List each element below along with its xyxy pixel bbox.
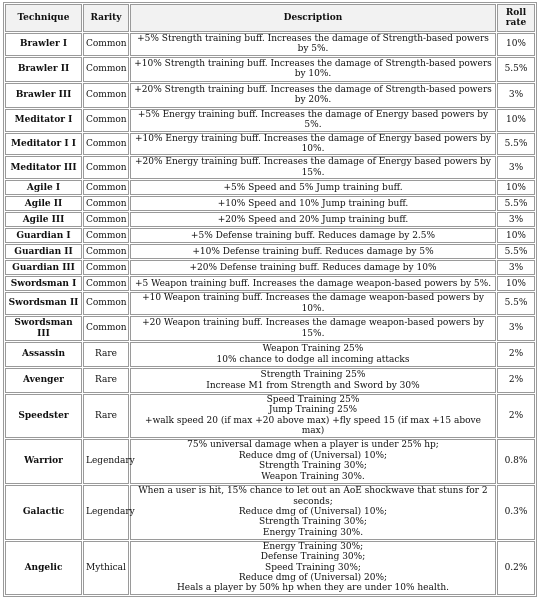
description-line: Increase M1 from Strength and Sword by 30%	[206, 380, 420, 391]
roll-rate-cell: 10%	[497, 33, 535, 56]
rarity-cell: Legendary	[83, 485, 129, 540]
description-line: +walk speed 20 (if max +20 above max) +fly speed 15 (if max +15 above max)	[145, 415, 481, 437]
techniques-table	[3, 2, 537, 597]
technique-cell: Angelic	[5, 541, 82, 595]
description-line: Speed Training 25%	[266, 395, 360, 406]
rarity-cell: Common	[83, 212, 129, 227]
description-line: Energy Training 30%.	[262, 527, 364, 538]
description-line: Defense Training 30%;	[260, 552, 366, 563]
rarity-cell: Common	[83, 316, 129, 341]
description-line: Reduce dmg of (Universal) 10%;	[238, 506, 388, 517]
description-cell	[130, 485, 496, 540]
description-line: +20% Strength training buff. Increases the damage of Strength-based powers by 20%.	[134, 84, 492, 106]
description-line: Weapon Training 30%.	[261, 471, 365, 482]
description-cell	[130, 541, 496, 595]
technique-cell: Meditator III	[5, 156, 82, 179]
table-row	[5, 212, 535, 227]
technique-cell: Meditator I	[5, 109, 82, 132]
description-cell	[130, 180, 496, 195]
header-rarity: Rarity	[83, 4, 129, 32]
table-row	[5, 33, 535, 56]
table-row	[5, 83, 535, 108]
technique-cell: Brawler I	[5, 33, 82, 56]
description-line: +20 Weapon training buff. Increases the damage weapon-based powers by 15%.	[142, 318, 484, 339]
description-line: Energy Training 30%;	[262, 541, 364, 552]
description-cell	[130, 260, 496, 275]
roll-rate-cell: 5.5%	[497, 57, 535, 82]
technique-cell: Agile II	[5, 196, 82, 211]
description-cell	[130, 196, 496, 211]
rarity-cell: Common	[83, 244, 129, 259]
description-line: Heals a player by 50% hp when they are under 10% health.	[176, 583, 450, 594]
technique-cell: Swordsman III	[5, 316, 82, 341]
roll-rate-cell: 2%	[497, 394, 535, 438]
description-line: +5% Defense training buff. Reduces damage by 2.5%	[190, 230, 436, 241]
table-row	[5, 228, 535, 243]
description-line: +20% Speed and 20% Jump training buff.	[217, 214, 409, 225]
roll-rate-cell: 5.5%	[497, 244, 535, 259]
roll-rate-cell: 3%	[497, 316, 535, 341]
description-line: +20% Energy training buff. Increases the damage of Energy based powers by 15%.	[135, 157, 491, 178]
technique-cell: Assassin	[5, 342, 82, 367]
rarity-cell: Common	[83, 57, 129, 82]
description-cell	[130, 133, 496, 156]
rarity-cell: Common	[83, 196, 129, 211]
roll-rate-cell: 5.5%	[497, 196, 535, 211]
description-cell	[130, 57, 496, 82]
roll-rate-cell: 3%	[497, 260, 535, 275]
technique-cell: Speedster	[5, 394, 82, 438]
description-cell	[130, 212, 496, 227]
description-line: +5% Speed and 5% Jump training buff.	[223, 182, 403, 193]
rarity-cell: Rare	[83, 368, 129, 393]
technique-cell: Guardian I	[5, 228, 82, 243]
roll-rate-cell: 10%	[497, 109, 535, 132]
technique-cell: Agile I	[5, 180, 82, 195]
technique-cell: Brawler II	[5, 57, 82, 82]
description-line: 75% universal damage when a player is under 25% hp;	[187, 440, 439, 451]
roll-rate-cell: 3%	[497, 83, 535, 108]
technique-cell: Brawler III	[5, 83, 82, 108]
table-row	[5, 316, 535, 341]
description-line: Reduce dmg of (Universal) 20%;	[238, 572, 388, 583]
technique-cell: Warrior	[5, 439, 82, 484]
description-line: Weapon Training 25%	[262, 344, 364, 355]
description-cell	[130, 368, 496, 393]
roll-rate-cell: 10%	[497, 276, 535, 291]
table-row	[5, 260, 535, 275]
technique-cell: Swordsman I	[5, 276, 82, 291]
rarity-cell: Common	[83, 109, 129, 132]
roll-rate-cell: 0.3%	[497, 485, 535, 540]
table-row	[5, 292, 535, 315]
roll-rate-cell: 10%	[497, 180, 535, 195]
description-cell	[130, 228, 496, 243]
roll-rate-cell: 5.5%	[497, 133, 535, 156]
description-cell	[130, 292, 496, 315]
description-line: Speed Training 30%;	[265, 562, 361, 573]
description-cell	[130, 394, 496, 438]
rarity-cell: Common	[83, 260, 129, 275]
technique-cell: Avenger	[5, 368, 82, 393]
table-row	[5, 394, 535, 438]
technique-cell: Guardian II	[5, 244, 82, 259]
rarity-cell: Common	[83, 292, 129, 315]
table-row	[5, 156, 535, 179]
description-line: Strength Training 25%	[260, 370, 366, 381]
rarity-cell: Rare	[83, 394, 129, 438]
table-row	[5, 180, 535, 195]
description-line: +10% Speed and 10% Jump training buff.	[217, 198, 409, 209]
description-line: 10% chance to dodge all incoming attacks	[216, 354, 410, 365]
description-line: Reduce dmg of (Universal) 10%;	[238, 450, 388, 461]
technique-cell: Galactic	[5, 485, 82, 540]
rarity-cell: Rare	[83, 342, 129, 367]
table-row	[5, 368, 535, 393]
description-line: +10 Weapon training buff. Increases the damage weapon-based powers by 10%.	[142, 293, 484, 314]
description-line: +10% Defense training buff. Reduces damage by 5%	[192, 246, 434, 257]
roll-rate-cell: 3%	[497, 212, 535, 227]
roll-rate-cell: 2%	[497, 342, 535, 367]
table-row	[5, 57, 535, 82]
rarity-cell: Common	[83, 133, 129, 156]
description-line: +20% Defense training buff. Reduces damage by 10%	[189, 262, 437, 273]
table-row	[5, 485, 535, 540]
description-line: When a user is hit, 15% chance to let out an AoE shockwave that stuns for 2 seconds;	[138, 486, 488, 507]
description-line: +5% Strength training buff. Increases the damage of Strength-based powers by 5%.	[137, 34, 489, 55]
roll-rate-cell: 5.5%	[497, 292, 535, 315]
technique-cell: Guardian III	[5, 260, 82, 275]
technique-cell: Meditator I I	[5, 133, 82, 156]
table-row	[5, 541, 535, 595]
roll-rate-cell: 2%	[497, 368, 535, 393]
description-cell	[130, 439, 496, 484]
rarity-cell: Common	[83, 276, 129, 291]
table-row	[5, 342, 535, 367]
table-row	[5, 196, 535, 211]
header-row	[5, 4, 535, 32]
header-technique: Technique	[5, 4, 82, 32]
table-row	[5, 109, 535, 132]
roll-rate-cell: 3%	[497, 156, 535, 179]
description-cell	[130, 316, 496, 341]
rarity-cell: Legendary	[83, 439, 129, 484]
table-row	[5, 439, 535, 484]
header-description: Description	[130, 4, 496, 32]
rarity-cell: Common	[83, 83, 129, 108]
rarity-cell: Common	[83, 228, 129, 243]
description-cell	[130, 33, 496, 56]
technique-cell: Swordsman II	[5, 292, 82, 315]
description-cell	[130, 276, 496, 291]
description-line: +5 Weapon training buff. Increases the damage weapon-based powers by 5%.	[134, 278, 492, 289]
roll-rate-cell: 0.8%	[497, 439, 535, 484]
roll-rate-cell: 0.2%	[497, 541, 535, 595]
description-cell	[130, 156, 496, 179]
description-cell	[130, 109, 496, 132]
description-line: +5% Energy training buff. Increases the damage of Energy based powers by 5%.	[137, 109, 489, 131]
description-cell	[130, 342, 496, 367]
rarity-cell: Mythical	[83, 541, 129, 595]
table-row	[5, 133, 535, 156]
technique-cell: Agile III	[5, 212, 82, 227]
description-line: +10% Strength training buff. Increases the damage of Strength-based powers by 10%.	[134, 58, 492, 80]
roll-rate-cell: 10%	[497, 228, 535, 243]
description-line: +10% Energy training buff. Increases the damage of Energy based powers by 10%.	[135, 133, 491, 155]
rarity-cell: Common	[83, 156, 129, 179]
rarity-cell: Common	[83, 180, 129, 195]
table-row	[5, 276, 535, 291]
description-line: Strength Training 30%;	[259, 461, 367, 472]
header-roll-rate: Roll rate	[497, 4, 535, 32]
table-body	[5, 33, 535, 595]
table-row	[5, 244, 535, 259]
rarity-cell: Common	[83, 33, 129, 56]
description-cell	[130, 83, 496, 108]
description-cell	[130, 244, 496, 259]
description-line: Jump Training 25%	[268, 405, 358, 416]
description-line: Strength Training 30%;	[259, 517, 367, 528]
